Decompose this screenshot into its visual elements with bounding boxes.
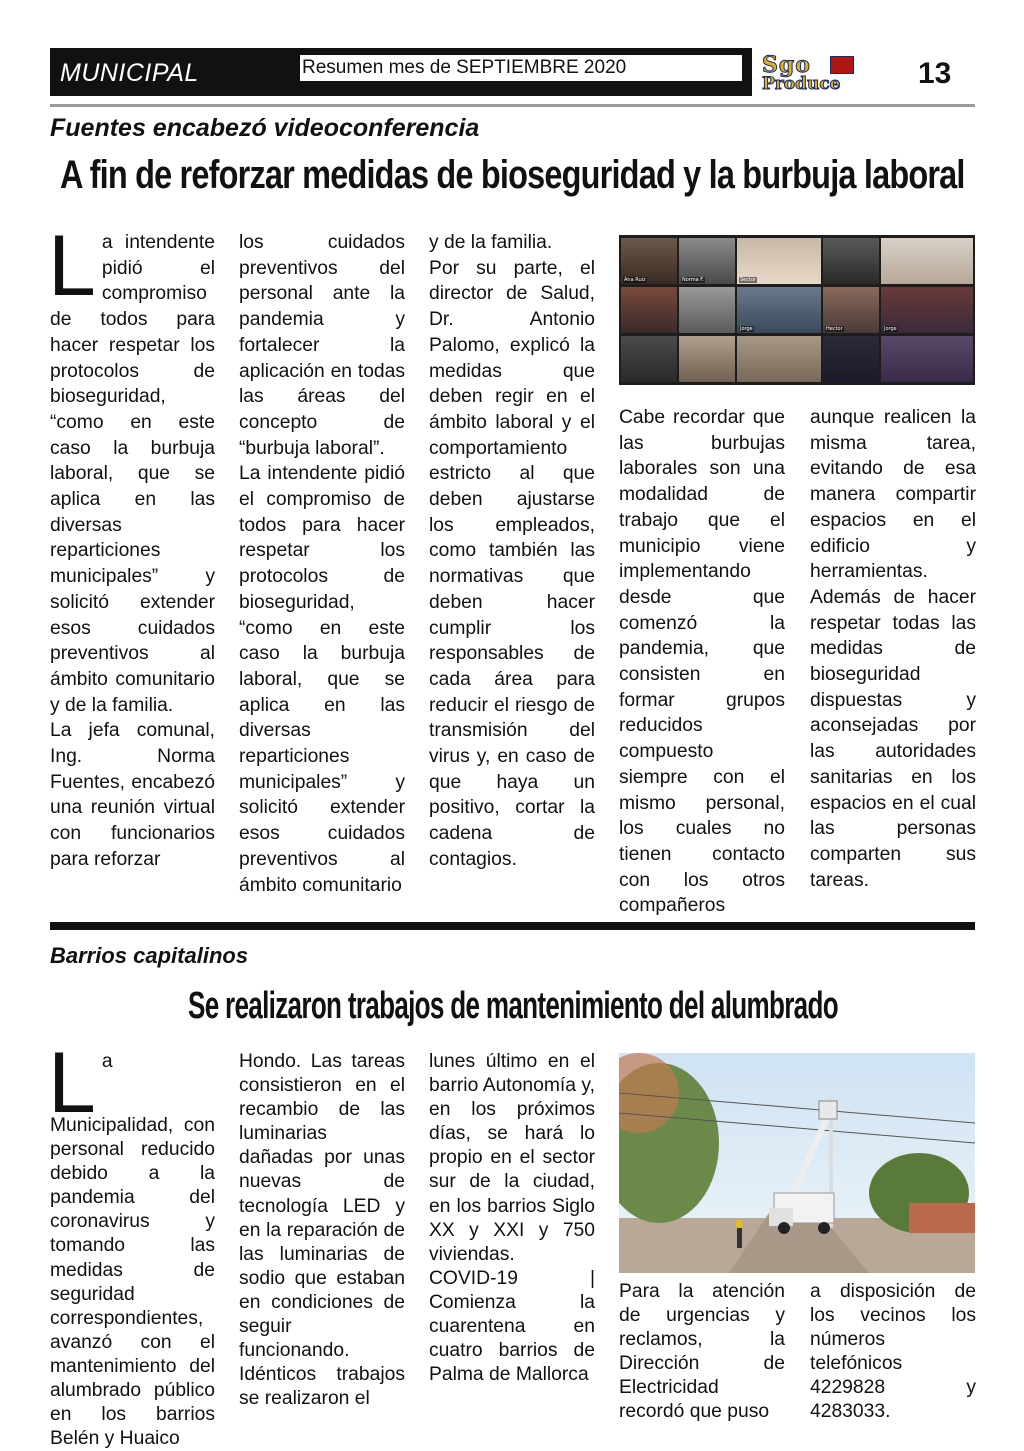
video-tile-label: Jorge — [884, 326, 897, 332]
video-tile — [679, 336, 735, 382]
video-tile — [737, 336, 821, 382]
video-tile-label: Ana Ruiz — [624, 277, 646, 283]
video-tile — [679, 287, 735, 333]
article2-column-2 — [239, 1050, 405, 1411]
section-label: MUNICIPAL — [60, 59, 199, 87]
street-scene-illustration — [619, 1053, 975, 1273]
logo-line2: Produce — [762, 74, 841, 94]
video-tile — [679, 238, 735, 284]
article1-col5-p1: aunque realicen la misma tarea, evitando de esa manera compartir espacios en el edificio y herramientas. — [810, 407, 976, 583]
video-tile — [881, 336, 973, 382]
article2-col2-p2: Idénticos trabajos se realizaron el — [239, 1364, 405, 1410]
article2-column-5 — [810, 1280, 976, 1425]
video-tile-label: Jorge — [740, 326, 753, 332]
video-tile — [621, 336, 677, 382]
article1-column-2 — [239, 230, 405, 898]
page-number: 13 — [918, 57, 952, 90]
logo-line1: Sgo — [762, 52, 811, 78]
article1-column-3 — [429, 230, 595, 873]
video-tile — [823, 287, 879, 333]
videoconference-photo — [619, 235, 975, 385]
flag-icon — [830, 56, 854, 74]
article1-col5-p2: Además de hacer respetar todas las medidas de bioseguridad dispuestas y aconsejadas por las autoridades sanitarias en los espacios en el cual las personas comparten sus tareas. — [810, 586, 976, 891]
video-tile — [621, 238, 677, 284]
article1-col2-p1: los cuidados preventivos del personal ante la pandemia y fortalecer la aplicación en todas las áreas del concepto de “burbuja laboral”. — [239, 232, 405, 459]
article1-col3-p2: Por su parte, el director de Salud, Dr. Antonio Palomo, explicó la medidas que deben regir en el ámbito laboral y el comportamiento estricto al que deben ajustarse los empleados, como también las normativas que deben hacer cumplir los responsables de cada área para reducir el riesgo de transmisión del virus y, en caso de que haya un positivo, cortar la cadena de contagios. — [429, 257, 595, 870]
article2-headline: Se realizaron trabajos de mantenimiento del alumbrado — [188, 985, 838, 1027]
video-tile-label: Hector — [826, 326, 843, 332]
video-tile — [881, 287, 973, 333]
article1-col2-p2: La intendente pidió el compromiso de todos para hacer respetar los protocolos de bioseguridad, “como en este caso la burbuja laboral, que se aplica en las diversas reparticiones municipales” y solicitó extender esos cuidados preventivos al ámbito comunitario — [239, 463, 405, 896]
header-rule — [50, 104, 975, 107]
article1-col1-p2: La jefa comunal, Ing. Norma Fuentes, encabezó una reunión virtual con funcionarios para reforzar — [50, 720, 215, 870]
video-tile — [881, 238, 973, 284]
article2-col1-lead: a Municipalidad, con personal reducido debido a la pandemia del coronavirus y tomando las medidas de seguridad correspondientes, avanzó con el mantenimiento del alumbrado público en los barrios Belén y Huaico — [50, 1051, 215, 1450]
article1-headline: A fin de reforzar medidas de bioseguridad y la burbuja laboral — [60, 153, 965, 197]
article1-col1-lead: a intendente pidió el compromiso de todos para hacer respetar los protocolos de bioseguridad, “como en este caso la burbuja laboral, que se aplica en las diversas reparticiones municipales” y solicitó extender esos cuidados preventivos al ámbito comunitario y de la familia. — [50, 232, 215, 716]
video-tile-label: Sector — [740, 277, 757, 283]
article2-kicker: Barrios capitalinos — [50, 943, 249, 968]
article2-column-1 — [48, 1035, 215, 1451]
video-tile — [823, 336, 879, 382]
article2-col3-p1: lunes último en el barrio Autonomía y, en los próximos días, se hará lo propio en el sector sur de la ciudad, en los barrios Siglo XX y XXI y 750 viviendas. — [429, 1051, 595, 1265]
article1-column-5 — [810, 405, 976, 893]
video-tile — [737, 287, 821, 333]
article1-column-1 — [48, 218, 215, 873]
article1-col3-p1: y de la familia. — [429, 232, 553, 253]
video-tile — [621, 287, 677, 333]
article2-col4-p1: Para la atención de urgencias y reclamos, la Dirección de Electricidad recordó que puso — [619, 1281, 785, 1423]
section-divider — [50, 922, 975, 930]
issue-summary: Resumen mes de SEPTIEMBRE 2020 — [300, 55, 742, 81]
drop-cap: L — [48, 1035, 96, 1131]
article2-col3-p2: COVID-19 | Comienza la cuarentena en cuatro barrios de Palma de Mallorca — [429, 1267, 595, 1386]
article2-column-3 — [429, 1050, 595, 1387]
article1-col4-p1: Cabe recordar que las burbujas laborales son una modalidad de trabajo que el municipio viene implementando desde que comenzó la pandemia, que consisten en formar grupos reducidos compuesto siempre con el mismo personal, los cuales no tienen contacto con los otros compañeros — [619, 407, 785, 917]
publication-logo — [758, 52, 900, 94]
article2-col5-p1: a disposición de los vecinos los números telefónicos 4229828 y 4283033. — [810, 1281, 976, 1423]
video-tile — [823, 238, 879, 284]
drop-cap: L — [48, 218, 96, 314]
article1-kicker: Fuentes encabezó videoconferencia — [50, 114, 480, 142]
video-tile-label: Norma F. — [682, 277, 704, 283]
street-lighting-photo — [619, 1053, 975, 1273]
article1-column-4 — [619, 405, 785, 919]
video-tile — [737, 238, 821, 284]
article2-column-4 — [619, 1280, 785, 1425]
article2-col2-p1: Hondo. Las tareas consistieron en el recambio de las luminarias dañadas por unas nuevas de tecnología LED y en la reparación de las luminarias de sodio que estaban en condiciones de seguir funcionando. — [239, 1051, 405, 1362]
